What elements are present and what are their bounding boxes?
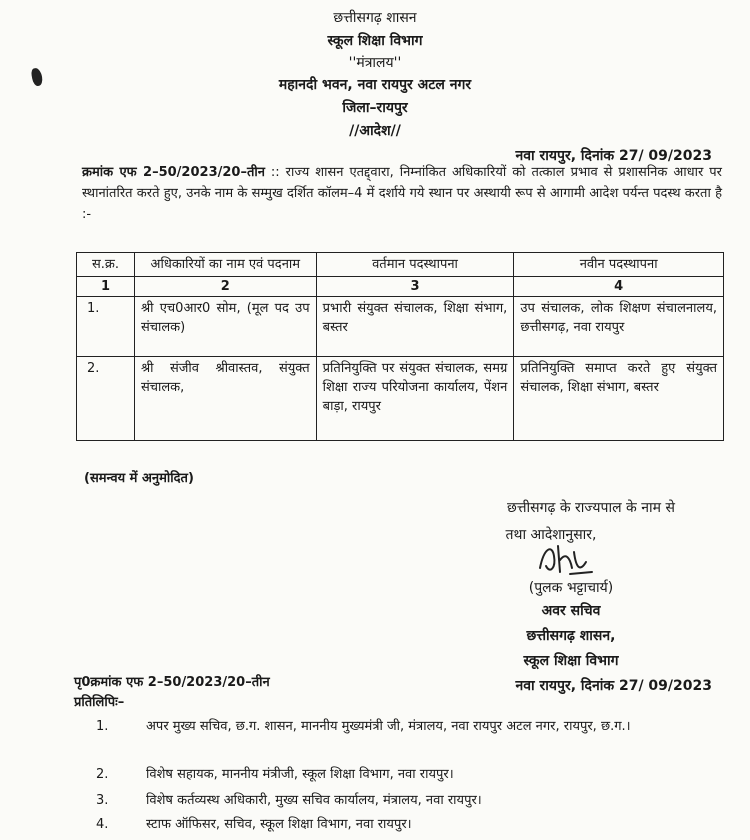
row-officer-name: श्री संजीव श्रीवास्तव, संयुक्त संचालक,	[134, 357, 316, 441]
table-header-row	[77, 253, 724, 277]
list-item	[96, 716, 724, 738]
signatory-name: (पुलक भट्टाचार्य)	[528, 580, 614, 596]
signatory-org: छत्तीसगढ़ शासन,	[526, 628, 616, 644]
row-new-posting: प्रतिनियुक्ति समाप्त करते हुए संयुक्त संचालक, शिक्षा संभाग, बस्तर	[514, 357, 724, 441]
signature-line1: छत्तीसगढ़ के राज्यपाल के नाम से	[507, 500, 675, 516]
row-sn: 1.	[77, 297, 135, 357]
header-address: महानदी भवन, नवा रायपुर अटल नगर	[278, 77, 472, 93]
header-sn: स.क्र.	[77, 253, 135, 277]
list-item	[96, 790, 724, 812]
col-number: 2	[134, 277, 316, 297]
table-column-number-row	[77, 277, 724, 297]
row-current-posting: प्रभारी संयुक्त संचालक, शिक्षा संभाग, बस्तर	[316, 297, 514, 357]
order-paragraph	[82, 162, 722, 225]
header-new-posting: नवीन पदस्थापना	[514, 253, 724, 277]
table-row	[77, 297, 724, 357]
signature-scribble-icon	[530, 538, 600, 580]
order-date: नवा रायपुर, दिनांक 27/ 09/2023	[515, 148, 712, 164]
header-current-posting: वर्तमान पदस्थापना	[316, 253, 514, 277]
signatory-department: स्कूल शिक्षा विभाग	[523, 653, 619, 669]
row-current-posting: प्रतिनियुक्ति पर संयुक्त संचालक, समग्र शिक्षा राज्य परियोजना कार्यालय, पेंशन बाड़ा, रायपुर	[316, 357, 514, 441]
item-number: 4.	[96, 817, 109, 832]
item-text: स्टाफ ऑफिसर, सचिव, स्कूल शिक्षा विभाग, नवा रायपुर।	[146, 817, 412, 832]
list-item	[96, 814, 724, 836]
col-number: 3	[316, 277, 514, 297]
approval-note: (समन्वय में अनुमोदित)	[84, 471, 194, 486]
item-text: अपर मुख्य सचिव, छ.ग. शासन, माननीय मुख्यमंत्री जी, मंत्रालय, नवा रायपुर अटल नगर, रायपुर, छ.ग.।	[146, 719, 631, 734]
endorsement-number: पृ0क्रमांक एफ 2–50/2023/20–तीन	[74, 675, 270, 690]
copy-label: प्रतिलिपिः–	[74, 695, 125, 710]
transfer-table	[76, 252, 724, 441]
list-item	[96, 764, 724, 786]
item-number: 3.	[96, 793, 109, 808]
signature-line2: तथा आदेशानुसार,	[505, 527, 597, 543]
order-number: क्रमांक एफ 2–50/2023/20–तीन	[82, 165, 265, 180]
header-order-title: //आदेश//	[349, 123, 401, 139]
row-officer-name: श्री एच0आर0 सोम, (मूल पद उप संचालक)	[134, 297, 316, 357]
item-number: 1.	[96, 719, 109, 734]
col-number: 1	[77, 277, 135, 297]
header-department: स्कूल शिक्षा विभाग	[327, 33, 423, 49]
signatory-designation: अवर सचिव	[541, 603, 601, 619]
header-district: जिला–रायपुर	[342, 100, 408, 116]
col-number: 4	[514, 277, 724, 297]
endorsement-date: नवा रायपुर, दिनांक 27/ 09/2023	[515, 678, 712, 694]
item-text: विशेष सहायक, माननीय मंत्रीजी, स्कूल शिक्षा विभाग, नवा रायपुर।	[146, 767, 454, 782]
header-name: अधिकारियों का नाम एवं पदनाम	[134, 253, 316, 277]
table-row	[77, 357, 724, 441]
row-sn: 2.	[77, 357, 135, 441]
header-mantralaya: ''मंत्रालय''	[348, 55, 402, 71]
item-text: विशेष कर्तव्यस्थ अधिकारी, मुख्य सचिव कार्यालय, मंत्रालय, नवा रायपुर।	[146, 793, 482, 808]
row-new-posting: उप संचालक, लोक शिक्षण संचालनालय, छत्तीसगढ़, नवा रायपुर	[514, 297, 724, 357]
order-text: :: राज्य शासन एतद्द्वारा, निम्नांकित अधिकारियों को तत्काल प्रभाव से प्रशासनिक आधार पर स्थानांतरित करते हुए, उनके नाम के सम्मुख दर्शित कॉलम–4 में दर्शाये गये स्थान पर अस्थायी रूप से आगामी आदेश पर्यन्त पदस्थ करता है :-	[82, 165, 722, 222]
header-govt: छत्तीसगढ़ शासन	[333, 10, 417, 26]
item-number: 2.	[96, 767, 109, 782]
